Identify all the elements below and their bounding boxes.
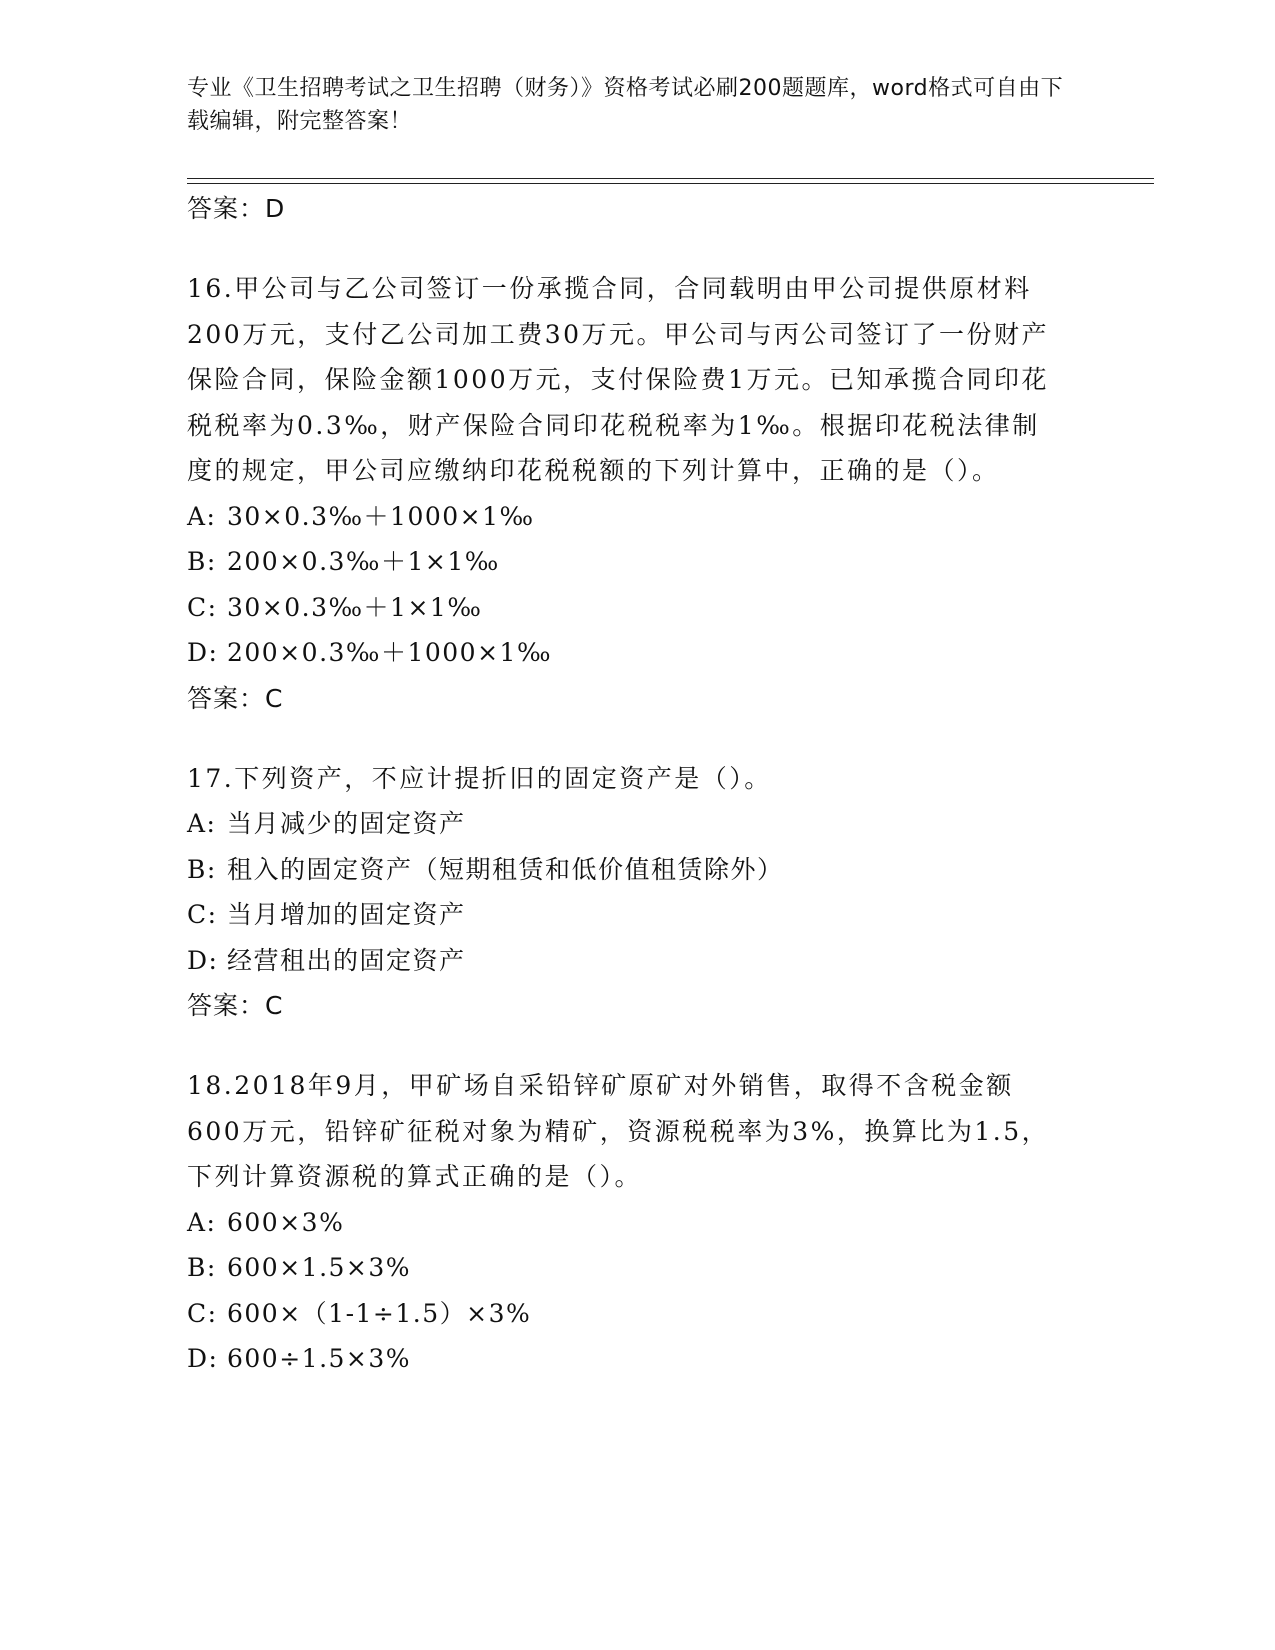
option-c [187,1291,1087,1337]
option-text: 租入的固定资产（短期租赁和低价值租赁除外） [227,854,784,884]
question-text: 16.甲公司与乙公司签订一份承揽合同，合同载明由甲公司提供原材料200万元，支付乙公司加工费30万元。甲公司与丙公司签订了一份财产保险合同，保险金额1000万元，支付保险费1万元。已知承揽合同印花税税率为0.3‰，财产保险合同印花税税率为1‰。根据印花税法律制度的规定，甲公司应缴纳印花税税额的下列计算中，正确的是（）。 [187,274,1050,485]
option-text: 30×0.3‰＋1×1‰ [227,592,483,622]
option-text: 600×3% [227,1207,345,1237]
option-b [187,847,1087,893]
option-a [187,1200,1087,1246]
question-text: 18.2018年9月，甲矿场自采铅锌矿原矿对外销售，取得不含税金额600万元，铅锌矿征税对象为精矿，资源税税率为3%，换算比为1.5，下列计算资源税的算式正确的是（）。 [187,1071,1050,1191]
option-key: B: [187,547,217,576]
option-text: 当月减少的固定资产 [227,809,466,838]
header-divider-top [187,178,1154,179]
option-d [187,1336,1087,1382]
option-key: C: [187,1298,218,1328]
option-text: 600×（1-1÷1.5）×3% [227,1298,532,1328]
question-text: 17.下列资产，不应计提折旧的固定资产是（）。 [187,763,772,793]
document-header: 专业《卫生招聘考试之卫生招聘（财务）》资格考试必刷200题题库，word格式可自由下载编辑，附完整答案！ [187,76,1064,134]
question-content [187,186,1087,1382]
option-key: A: [187,809,217,838]
option-a [187,801,1087,847]
option-b [187,1245,1087,1291]
question-18 [187,1063,1087,1382]
option-text: 30×0.3‰＋1000×1‰ [227,501,535,531]
option-key: D: [187,1344,219,1373]
option-b [187,539,1087,585]
option-key: D: [187,638,219,667]
option-text: 600×1.5×3% [227,1253,412,1282]
option-c [187,585,1087,631]
option-d [187,938,1087,984]
option-a [187,494,1087,540]
option-text: 当月增加的固定资产 [227,900,466,929]
option-text: 200×0.3‰＋1000×1‰ [227,638,552,667]
option-key: B: [187,854,217,884]
option-key: D: [187,945,219,975]
previous-answer: 答案：D [187,194,286,223]
option-key: C: [187,900,218,929]
option-text: 600÷1.5×3% [227,1344,412,1373]
option-key: B: [187,1253,217,1282]
option-key: A: [187,1207,217,1237]
question-17 [187,756,1087,1030]
option-d [187,630,1087,676]
question-16 [187,266,1087,722]
answer-17: 答案：C [187,991,284,1020]
option-key: C: [187,592,218,622]
option-text: 经营租出的固定资产 [227,945,466,975]
header-divider-bottom [187,183,1154,184]
answer-16: 答案：C [187,683,284,713]
option-text: 200×0.3‰＋1×1‰ [227,547,500,576]
option-c [187,892,1087,938]
option-key: A: [187,501,217,531]
